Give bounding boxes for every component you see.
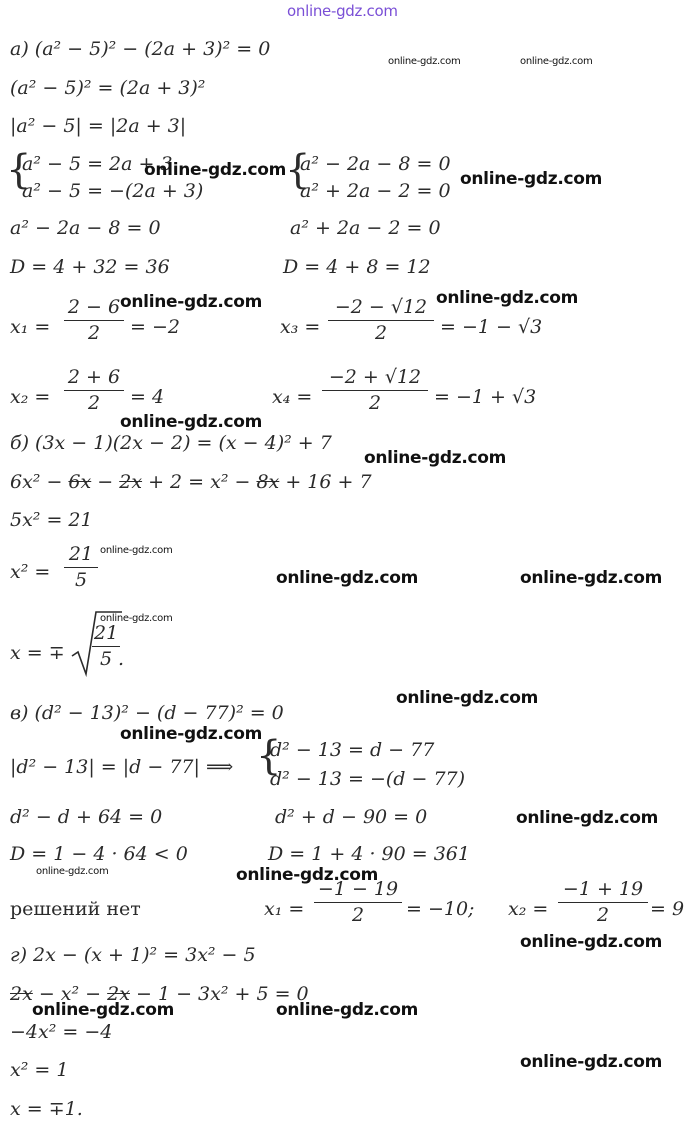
part-v-line-1: в) (d² − 13)² − (d − 77)² = 0 (10, 702, 284, 724)
fraction-denominator: 5 (99, 648, 113, 670)
part-a-eq-left: a² − 2a − 8 = 0 (10, 217, 161, 239)
part-a-line-1: а) (a² − 5)² − (2a + 3)² = 0 (10, 38, 271, 60)
fraction-numerator: 2 + 6 (67, 366, 121, 388)
root-x3-label: x₃ = (280, 316, 321, 338)
part-a-line-2: (a² − 5)² = (2a + 3)² (10, 77, 206, 99)
part-v-line-2: |d² − 13| = |d − 77| ⟹ (10, 756, 234, 778)
watermark-top: online-gdz.com (287, 2, 398, 20)
text-segment: − (91, 471, 120, 493)
root-x4-fraction (322, 368, 428, 413)
fraction-bar (558, 902, 648, 903)
part-g-line-1: г) 2x − (x + 1)² = 3x² − 5 (10, 944, 256, 966)
system-brace: { (256, 733, 282, 779)
part-v-eq-right: d² + d − 90 = 0 (275, 806, 428, 828)
part-a-line-3: |a² − 5| = |2a + 3| (10, 115, 187, 137)
fraction-denominator: 2 (368, 392, 382, 414)
fraction-denominator: 2 (351, 904, 365, 926)
watermark: online-gdz.com (32, 1000, 175, 1020)
watermark: online-gdz.com (516, 808, 659, 828)
text-segment: + 2 = x² − (142, 471, 257, 493)
watermark: online-gdz.com (520, 932, 663, 952)
system-brace: { (6, 147, 32, 193)
fraction-numerator: −2 + √12 (328, 366, 422, 388)
fraction-bar (328, 320, 434, 321)
watermark: online-gdz.com (120, 724, 263, 744)
watermark: online-gdz.com (364, 448, 507, 468)
fraction-bar (64, 390, 124, 391)
watermark-small: online-gdz.com (100, 613, 173, 624)
part-b-root-fraction (92, 624, 120, 669)
watermark-small: online-gdz.com (520, 56, 593, 67)
watermark-small: online-gdz.com (36, 866, 109, 877)
part-g-line-5: x = ∓1. (10, 1098, 83, 1120)
part-g-line-4: x² = 1 (10, 1059, 69, 1081)
text-segment: 6x² − (10, 471, 69, 493)
part-v-root-x2-fraction (558, 880, 648, 925)
fraction-bar (322, 390, 428, 391)
part-a-discriminant-right: D = 4 + 8 = 12 (283, 256, 431, 278)
part-v-system-eq2: d² − 13 = −(d − 77) (270, 768, 466, 790)
part-v-root-x1-fraction (314, 880, 402, 925)
fraction-numerator: −2 − √12 (334, 296, 428, 318)
text-segment: − x² − (32, 983, 108, 1005)
fraction-numerator: −1 + 19 (562, 878, 644, 900)
fraction-bar (314, 902, 402, 903)
fraction-bar (92, 646, 120, 647)
struck-term: 2x (10, 983, 33, 1005)
root-x3-fraction (328, 298, 434, 343)
fraction-denominator: 2 (374, 322, 388, 344)
part-v-root-x2-label: x₂ = (508, 898, 549, 920)
watermark-small: online-gdz.com (388, 56, 461, 67)
watermark: online-gdz.com (396, 688, 539, 708)
fraction-numerator: 21 (94, 622, 119, 644)
struck-term: 2x (119, 471, 143, 493)
part-b-line-1: б) (3x − 1)(2x − 2) = (x − 4)² + 7 (10, 432, 332, 454)
text-segment: − 1 − 3x² + 5 = 0 (129, 983, 309, 1005)
part-b-line-4-label: x² = (10, 561, 51, 583)
watermark: online-gdz.com (120, 292, 263, 312)
fraction-denominator: 5 (74, 569, 88, 591)
watermark: online-gdz.com (520, 568, 663, 588)
part-v-root-x1-value: = −10; (406, 898, 475, 920)
root-x1-fraction (64, 298, 124, 343)
root-x4-value: = −1 + √3 (434, 386, 537, 408)
root-x1-value: = −2 (130, 316, 180, 338)
root-x2-value: = 4 (130, 386, 165, 408)
fraction-denominator: 2 (87, 322, 101, 344)
part-b-line-5-label: x = ∓ (10, 642, 65, 664)
watermark: online-gdz.com (120, 412, 263, 432)
fraction-numerator: −1 − 19 (317, 878, 399, 900)
struck-term: 6x (68, 471, 92, 493)
text-segment: + 16 + 7 (279, 471, 372, 493)
fraction-bar (64, 567, 98, 568)
part-b-line-2 (10, 473, 372, 492)
part-v-system-eq1: d² − 13 = d − 77 (270, 739, 435, 761)
part-a-eq-right: a² + 2a − 2 = 0 (290, 217, 441, 239)
watermark: online-gdz.com (276, 1000, 419, 1020)
fraction-numerator: 2 − 6 (67, 296, 121, 318)
part-v-no-solutions: решений нет (10, 898, 141, 920)
root-x3-value: = −1 − √3 (440, 316, 543, 338)
part-v-eq-left: d² − d + 64 = 0 (10, 806, 163, 828)
root-x4-label: x₄ = (272, 386, 313, 408)
watermark: online-gdz.com (236, 865, 379, 885)
part-b-fraction (64, 545, 98, 590)
watermark-small: online-gdz.com (100, 545, 173, 556)
root-x2-label: x₂ = (10, 386, 51, 408)
part-v-root-x1-label: x₁ = (264, 898, 305, 920)
fraction-numerator: 21 (68, 543, 94, 565)
fraction-denominator: 2 (596, 904, 610, 926)
watermark: online-gdz.com (436, 288, 579, 308)
part-a-discriminant-left: D = 4 + 32 = 36 (10, 256, 170, 278)
watermark: online-gdz.com (144, 160, 287, 180)
root-x1-label: x₁ = (10, 316, 51, 338)
system-brace: { (285, 147, 311, 193)
part-a-system1-eq1: a² − 5 = 2a + 3 (22, 153, 173, 175)
part-b-line-3: 5x² = 21 (10, 509, 93, 531)
part-v-root-x2-value: = 9 (650, 898, 685, 920)
part-a-system2-eq1: a² − 2a − 8 = 0 (300, 153, 451, 175)
part-a-system2-eq2: a² + 2a − 2 = 0 (300, 180, 451, 202)
part-v-discriminant-right: D = 1 + 4 · 90 = 361 (268, 843, 470, 865)
fraction-bar (64, 320, 124, 321)
fraction-denominator: 2 (87, 392, 101, 414)
watermark: online-gdz.com (520, 1052, 663, 1072)
watermark: online-gdz.com (276, 568, 419, 588)
part-v-discriminant-left: D = 1 − 4 · 64 < 0 (10, 843, 188, 865)
part-b-line-5-period: . (118, 648, 125, 670)
watermark: online-gdz.com (460, 169, 603, 189)
part-g-line-3: −4x² = −4 (10, 1021, 113, 1043)
struck-term: 2x (107, 983, 130, 1005)
root-x2-fraction (64, 368, 124, 413)
part-a-system1-eq2: a² − 5 = −(2a + 3) (22, 180, 204, 202)
struck-term: 8x (256, 471, 280, 493)
